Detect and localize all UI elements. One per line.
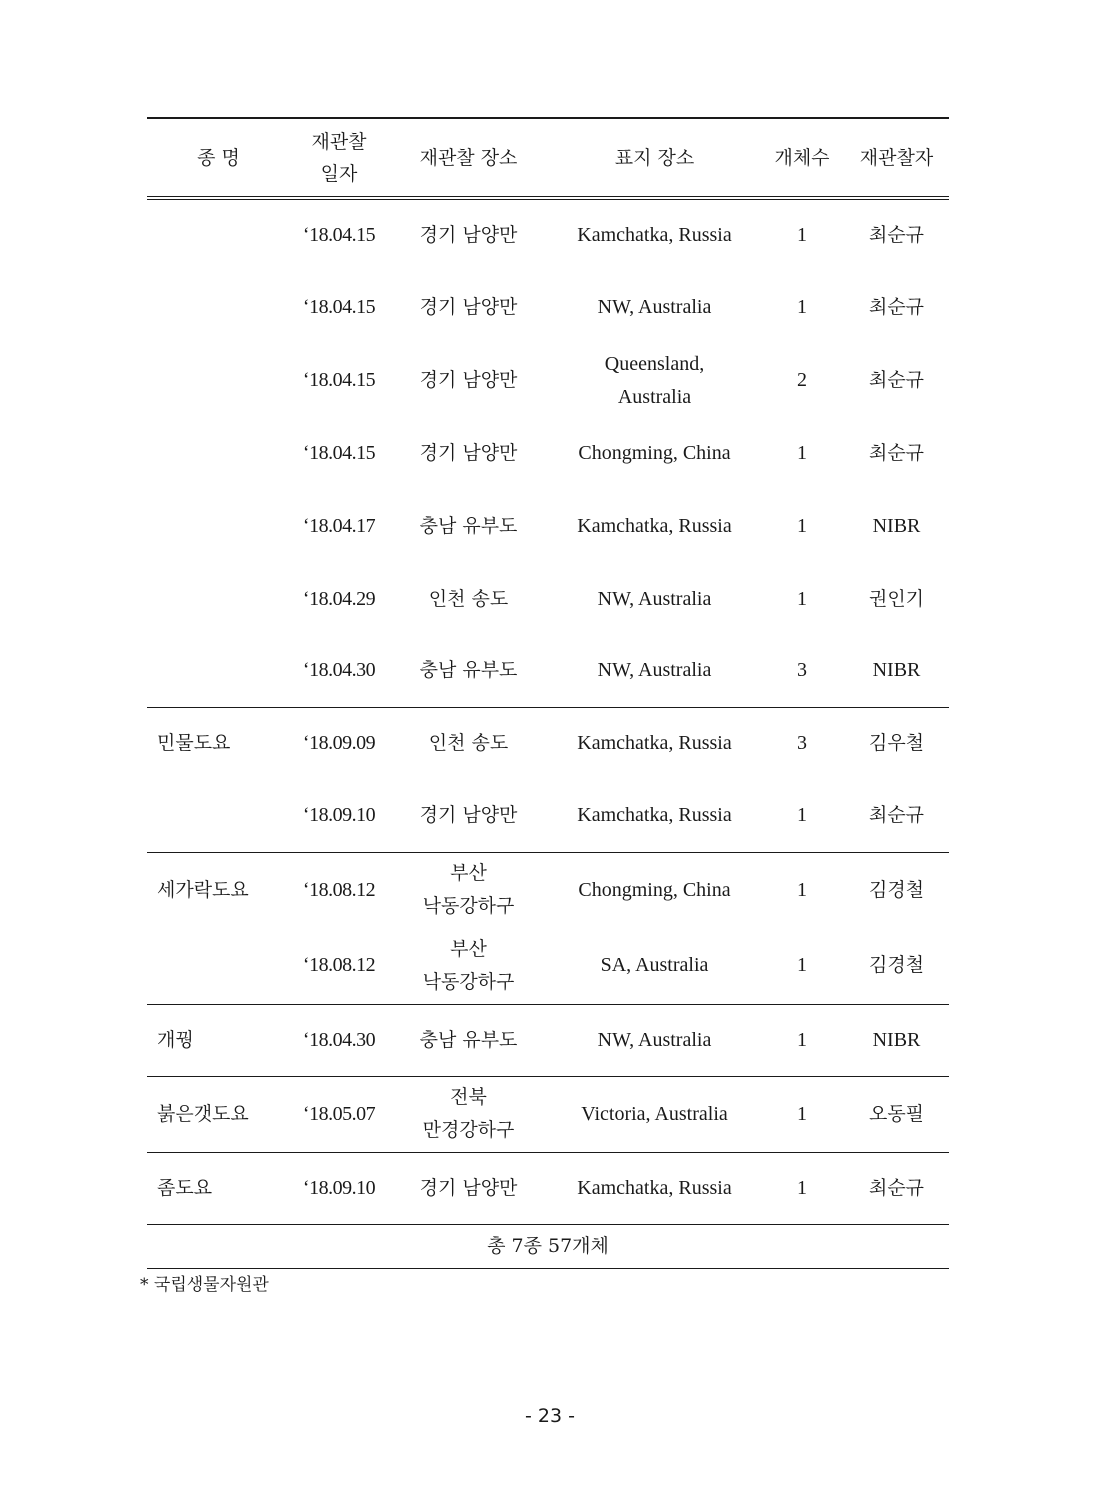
table-header-row [147, 118, 949, 198]
header-date-line1: 재관찰 [311, 130, 367, 153]
cell-tag-line1: Queensland, [604, 352, 705, 375]
header-species: 종 명 [147, 118, 290, 198]
header-observer: 재관찰자 [844, 118, 949, 198]
table-row [147, 344, 949, 417]
cell-date: ‘18.04.15 [302, 296, 376, 318]
table-row [147, 852, 949, 928]
table-row [147, 271, 949, 344]
cell-observer: 최순규 [868, 442, 925, 464]
cell-species: 좀도요 [157, 1176, 213, 1199]
cell-species: 붉은갯도요 [147, 1076, 290, 1152]
footnote: * 국립생물자원관 [140, 1275, 269, 1295]
cell-observer: 김경철 [844, 928, 949, 1004]
cell-species [147, 198, 290, 271]
cell-tag: Victoria, Australia [549, 1076, 760, 1152]
recapture-table [147, 117, 949, 1269]
cell-place-line2: 만경강하구 [422, 1119, 515, 1141]
cell-date: ‘18.09.10 [290, 780, 388, 852]
cell-observer: NIBR [844, 635, 949, 707]
cell-tag: Kamchatka, Russia [577, 732, 732, 755]
table-row [147, 1152, 949, 1224]
total-row [147, 1224, 949, 1268]
total-text: 총 7종 57개체 [147, 1224, 949, 1268]
cell-place: 경기 남양만 [388, 780, 549, 852]
cell-tag: Kamchatka, Russia [577, 224, 732, 246]
cell-date: ‘18.04.29 [302, 587, 376, 610]
cell-tag: Chongming, China [578, 442, 731, 464]
cell-species [147, 490, 290, 563]
header-place: 재관찰 장소 [388, 118, 549, 198]
cell-date: ‘18.09.09 [302, 732, 376, 755]
cell-observer: 오동필 [844, 1076, 949, 1152]
cell-species [147, 780, 290, 852]
cell-date: ‘18.08.12 [290, 928, 388, 1004]
cell-place: 경기 남양만 [419, 224, 518, 246]
cell-tag: Chongming, China [578, 878, 731, 901]
cell-place-line1: 전북 [450, 1086, 487, 1108]
cell-observer: NIBR [844, 1004, 949, 1076]
cell-place: 충남 유부도 [419, 515, 518, 537]
cell-observer: 김우철 [868, 732, 925, 755]
cell-date: ‘18.04.30 [290, 635, 388, 707]
cell-place [388, 852, 549, 928]
cell-species: 개꿩 [147, 1004, 290, 1076]
cell-date: ‘18.08.12 [302, 878, 376, 901]
cell-count: 2 [797, 369, 807, 391]
cell-observer: 최순규 [844, 780, 949, 852]
header-date-line2: 일자 [320, 162, 358, 185]
cell-place: 경기 남양만 [419, 296, 518, 318]
cell-count: 1 [797, 442, 807, 464]
cell-species [147, 635, 290, 707]
cell-date: ‘18.05.07 [290, 1076, 388, 1152]
cell-place: 경기 남양만 [419, 369, 518, 391]
cell-place-line1: 부산 [450, 862, 487, 885]
cell-observer: 최순규 [868, 224, 925, 246]
cell-tag: SA, Australia [549, 928, 760, 1004]
cell-tag: NW, Australia [597, 296, 712, 318]
table-row [147, 928, 949, 1004]
cell-observer: 권인기 [868, 587, 925, 610]
cell-count: 1 [760, 780, 844, 852]
cell-tag: NW, Australia [597, 587, 712, 610]
cell-count: 1 [797, 587, 807, 610]
header-date [290, 118, 388, 198]
cell-place-line2: 낙동강하구 [422, 970, 515, 993]
table-row [147, 1076, 949, 1152]
cell-species: 세가락도요 [157, 878, 249, 901]
cell-date: ‘18.04.15 [302, 224, 376, 246]
cell-species: 민물도요 [157, 732, 231, 755]
cell-tag: Kamchatka, Russia [577, 1176, 732, 1199]
cell-count: 1 [797, 515, 807, 537]
cell-date: ‘18.04.17 [302, 515, 376, 537]
cell-tag-line2: Australia [617, 385, 692, 408]
table-row [147, 198, 949, 271]
cell-place: 경기 남양만 [419, 1176, 518, 1199]
cell-date: ‘18.09.10 [302, 1176, 376, 1199]
table-row [147, 490, 949, 563]
cell-observer: NIBR [872, 515, 921, 537]
page-number: - 23 - [525, 1405, 575, 1427]
cell-tag: NW, Australia [549, 1004, 760, 1076]
header-count: 개체수 [760, 118, 844, 198]
table-row [147, 417, 949, 490]
cell-place-line1: 부산 [450, 937, 487, 960]
cell-count: 3 [797, 732, 807, 755]
cell-place-line2: 낙동강하구 [422, 895, 515, 918]
cell-place: 인천 송도 [428, 587, 509, 610]
table-row [147, 1004, 949, 1076]
header-tag: 표지 장소 [549, 118, 760, 198]
cell-species [147, 417, 290, 490]
cell-observer: 김경철 [868, 878, 925, 901]
cell-place: 충남 유부도 [388, 1004, 549, 1076]
table-row [147, 635, 949, 707]
cell-count: 1 [760, 1004, 844, 1076]
cell-count: 1 [760, 1076, 844, 1152]
cell-place [388, 928, 549, 1004]
cell-count: 3 [760, 635, 844, 707]
cell-tag: Kamchatka, Russia [577, 515, 732, 537]
cell-observer: 최순규 [868, 369, 925, 391]
cell-tag: NW, Australia [549, 635, 760, 707]
cell-count: 1 [797, 296, 807, 318]
cell-date: ‘18.04.15 [302, 442, 376, 464]
cell-species [147, 271, 290, 344]
cell-observer: 최순규 [868, 296, 925, 318]
cell-species [147, 563, 290, 635]
table-row [147, 707, 949, 780]
cell-count: 1 [797, 878, 807, 901]
cell-tag: Kamchatka, Russia [549, 780, 760, 852]
cell-date: ‘18.04.15 [302, 369, 376, 391]
cell-place: 경기 남양만 [419, 442, 518, 464]
cell-count: 1 [797, 224, 807, 246]
cell-tag [549, 344, 760, 417]
cell-date: ‘18.04.30 [290, 1004, 388, 1076]
table-row [147, 563, 949, 635]
cell-count: 1 [797, 1176, 807, 1199]
cell-count: 1 [760, 928, 844, 1004]
cell-species [147, 928, 290, 1004]
cell-place: 인천 송도 [428, 732, 509, 755]
cell-place [388, 1076, 549, 1152]
table-row [147, 780, 949, 852]
cell-observer: 최순규 [868, 1176, 925, 1199]
cell-species [147, 344, 290, 417]
cell-place: 충남 유부도 [388, 635, 549, 707]
